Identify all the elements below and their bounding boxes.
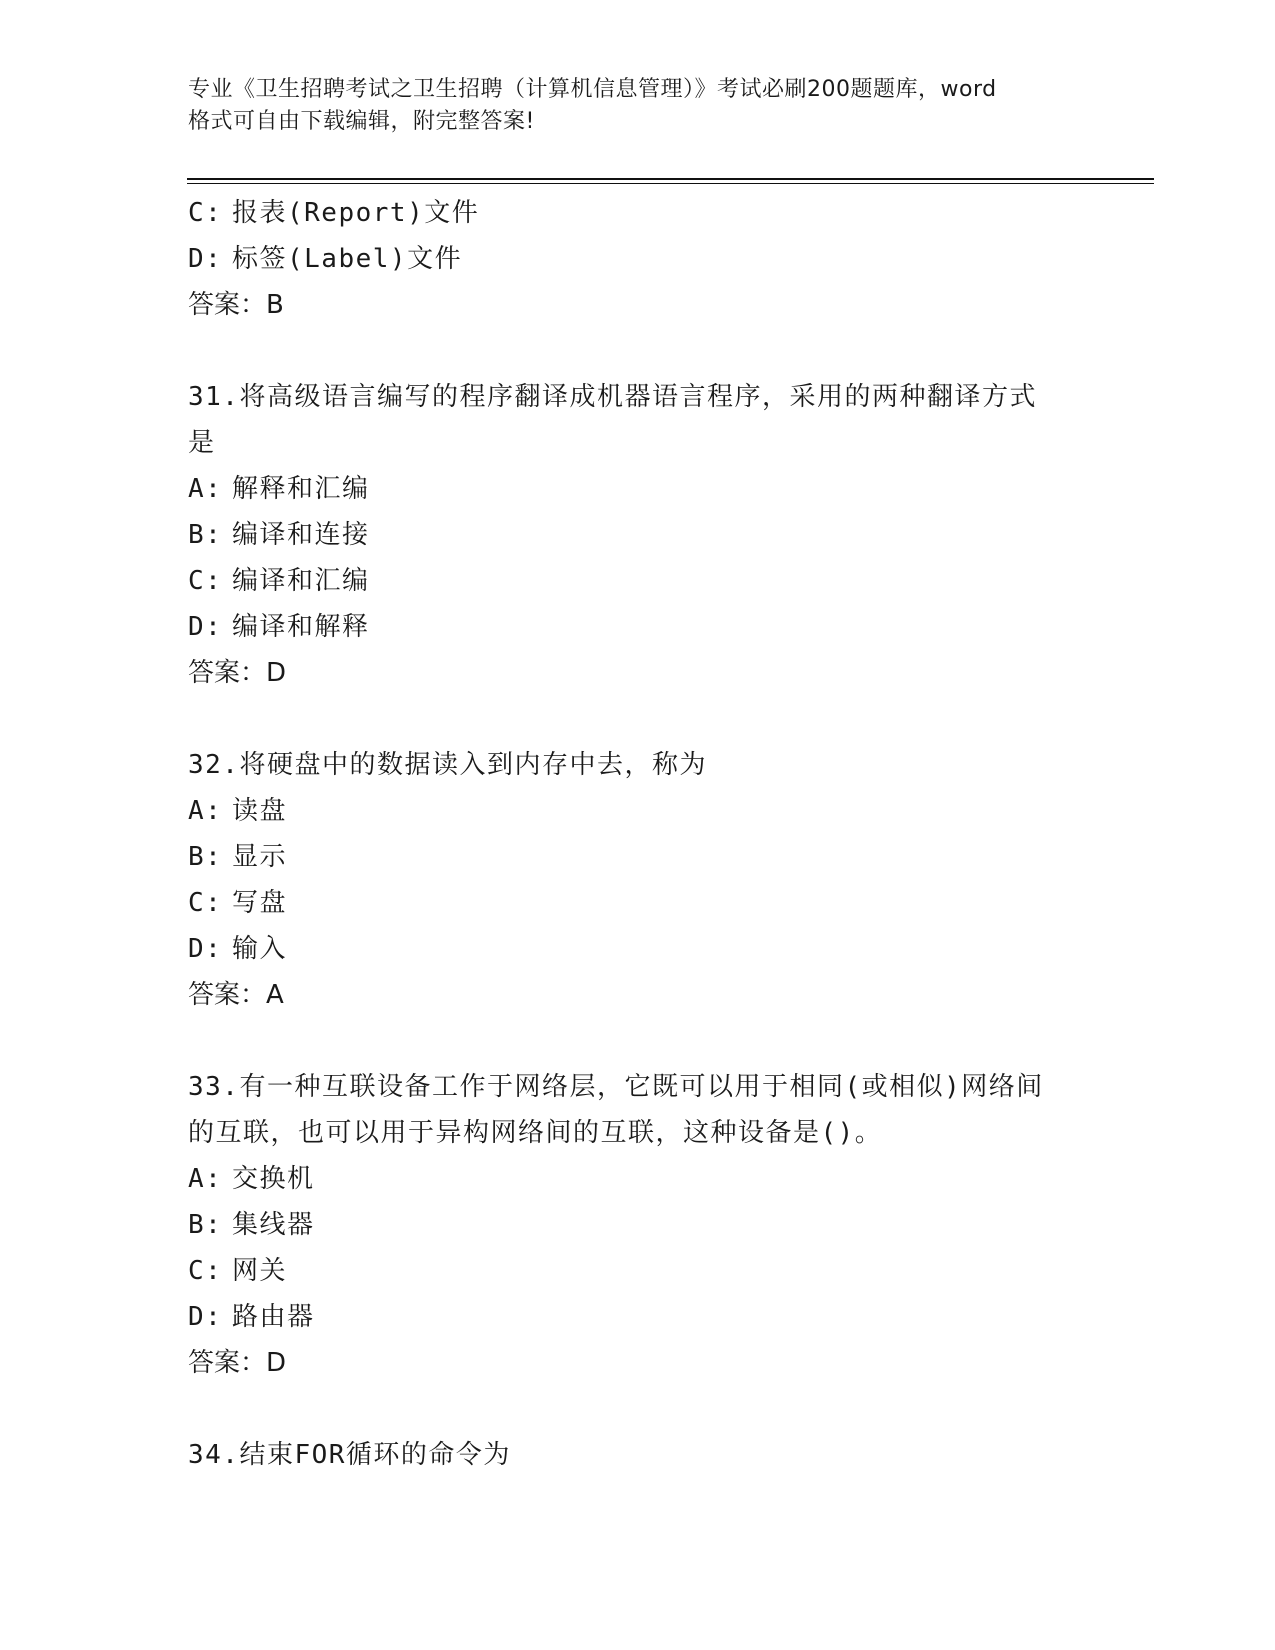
header-line-1: 专业《卫生招聘考试之卫生招聘（计算机信息管理）》考试必刷200题题库，word [188, 77, 997, 102]
option-key: C: [188, 888, 223, 918]
option-text: 路由器 [232, 1302, 315, 1332]
option-text: 显示 [232, 842, 288, 872]
option-c [188, 1248, 1088, 1294]
option-text: 编译和解释 [232, 612, 370, 642]
option-text: 输入 [232, 934, 288, 964]
spacer [188, 696, 1088, 742]
answer-line: 答案：A [188, 980, 284, 1010]
option-key: D: [188, 934, 223, 964]
option-text: 标签(Label)文件 [232, 244, 463, 274]
question-stem-line-1: 33.有一种互联设备工作于网络层，它既可以用于相同(或相似)网络间 [188, 1072, 1044, 1102]
option-key: A: [188, 1164, 223, 1194]
option-key: A: [188, 474, 223, 504]
header-line-2: 格式可自由下载编辑，附完整答案! [188, 109, 535, 134]
question-stem-line-2: 是 [188, 428, 216, 458]
option-c [188, 558, 1088, 604]
option-a [188, 466, 1088, 512]
question-31 [188, 374, 1088, 696]
option-text: 交换机 [232, 1164, 315, 1194]
question-stem-line-1: 31.将高级语言编写的程序翻译成机器语言程序，采用的两种翻译方式 [188, 382, 1037, 412]
question-stem-line-2: 的互联，也可以用于异构网络间的互联，这种设备是()。 [188, 1118, 883, 1148]
spacer [188, 328, 1088, 374]
answer-line: 答案：D [188, 1348, 287, 1378]
question-32 [188, 742, 1088, 1018]
question-stem-line-1: 32.将硬盘中的数据读入到内存中去，称为 [188, 750, 707, 780]
option-text: 网关 [232, 1256, 288, 1286]
option-key: D: [188, 612, 223, 642]
spacer [188, 1386, 1088, 1432]
option-key: C: [188, 1256, 223, 1286]
header-divider-thin [187, 183, 1154, 184]
document-header [188, 74, 1088, 138]
option-key: B: [188, 1210, 223, 1240]
option-key: A: [188, 796, 223, 826]
answer-line: 答案：B [188, 290, 284, 320]
question-content [188, 190, 1088, 1478]
option-c [188, 190, 1088, 236]
option-d [188, 236, 1088, 282]
option-d [188, 604, 1088, 650]
option-text: 编译和汇编 [232, 566, 370, 596]
option-text: 编译和连接 [232, 520, 370, 550]
spacer [188, 1018, 1088, 1064]
option-b [188, 512, 1088, 558]
option-a [188, 788, 1088, 834]
option-key: C: [188, 198, 223, 228]
option-b [188, 1202, 1088, 1248]
question-33 [188, 1064, 1088, 1386]
option-d [188, 926, 1088, 972]
previous-question-options [188, 190, 1088, 328]
question-34 [188, 1432, 1088, 1478]
option-key: C: [188, 566, 223, 596]
option-a [188, 1156, 1088, 1202]
option-text: 集线器 [232, 1210, 315, 1240]
option-text: 读盘 [232, 796, 288, 826]
option-text: 写盘 [232, 888, 288, 918]
option-key: D: [188, 1302, 223, 1332]
option-key: D: [188, 244, 223, 274]
option-text: 解释和汇编 [232, 474, 370, 504]
option-d [188, 1294, 1088, 1340]
option-key: B: [188, 842, 223, 872]
option-c [188, 880, 1088, 926]
option-text: 报表(Report)文件 [232, 198, 480, 228]
option-b [188, 834, 1088, 880]
option-key: B: [188, 520, 223, 550]
question-stem-line-1: 34.结束FOR循环的命令为 [188, 1440, 511, 1470]
answer-line: 答案：D [188, 658, 287, 688]
header-divider-thick [187, 178, 1154, 180]
